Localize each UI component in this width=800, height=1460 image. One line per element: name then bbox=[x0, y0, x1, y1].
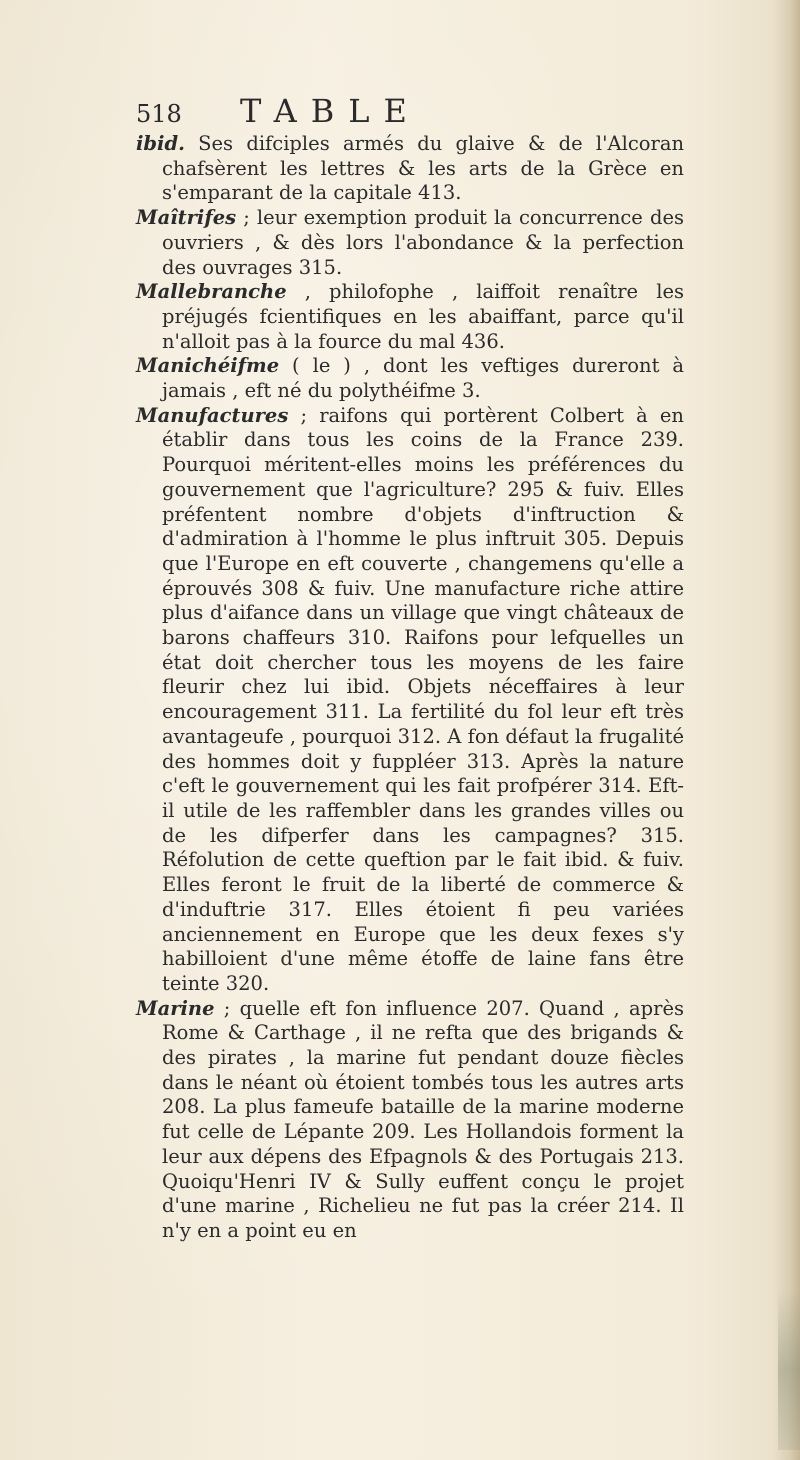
entry-headword: Marine bbox=[136, 996, 215, 1020]
entry-text: Ses difciples armés du glaive & de l'Alcoran chafsèrent les lettres & les arts de la Grèce en s'emparant de la capitale 413. bbox=[162, 132, 684, 205]
index-entry-manicheisme bbox=[136, 354, 684, 403]
entry-text: ( le ) , dont les veftiges dureront à jamais , eft né du polythéifme 3. bbox=[162, 354, 684, 403]
index-entries bbox=[136, 132, 684, 1244]
entry-text: ; quelle eft fon influence 207. Quand , après Rome & Carthage , il ne refta que des brigands & des pirates , la marine fut pendant douze fiècles dans le néant où étoient tombés tous les autres arts 208. La plus fameufe bataille de la marine moderne fut celle de Lépante 209. Les Hollandois forment la leur aux dépens des Efpagnols & des Portugais 213. Quoiqu'Henri IV & Sully euffent conçu le projet d'une marine , Richelieu ne fut pas la créer 214. Il n'y en a point eu en bbox=[162, 996, 684, 1242]
index-entry-marine bbox=[136, 997, 684, 1244]
index-entry-maitrises bbox=[136, 206, 684, 280]
entry-text: ; leur exemption produit la concurrence des ouvriers , & dès lors l'abondance & la perfection des ouvrages 315. bbox=[162, 206, 684, 279]
entry-headword: ibid. bbox=[136, 132, 185, 155]
index-entry-manufactures bbox=[136, 404, 684, 997]
index-entry-mallebranche bbox=[136, 280, 684, 354]
entry-headword: Mallebranche bbox=[136, 280, 287, 304]
running-title: TABLE bbox=[240, 92, 421, 130]
page-edge-stain bbox=[778, 1290, 800, 1450]
entry-headword: Maîtrifes bbox=[136, 206, 237, 230]
entry-headword: Manufactures bbox=[136, 403, 289, 427]
page-edge-shadow bbox=[772, 0, 800, 1460]
entry-text: , philofophe , laiffoit renaître les préjugés fcientifiques en les abaiffant, parce qu'il n'alloit pas à la fource du mal 436. bbox=[162, 280, 684, 353]
page-header bbox=[136, 92, 696, 132]
page-number: 518 bbox=[136, 100, 182, 128]
entry-headword: Manichéifme bbox=[136, 354, 280, 378]
index-entry-ibid bbox=[136, 132, 684, 206]
entry-text: ; raifons qui portèrent Colbert à en établir dans tous les coins de la France 239. Pourquoi méritent-elles moins les préférences du gouvernement que l'agriculture? 295 & fuiv. Elles préfentent nombre d'objets d'inftruction & d'admiration à l'homme le plus inftruit 305. Depuis que l'Europe en eft couverte , changemens qu'elle a éprouvés 308 & fuiv. Une manufacture riche attire plus d'aifance dans un village que vingt châteaux de barons chaffeurs 310. Raifons pour lefquelles un état doit chercher tous les moyens de les faire fleurir chez lui ibid. Objets néceffaires à leur encouragement 311. La fertilité du fol leur eft très avantageufe , pourquoi 312. A fon défaut la frugalité des hommes doit y fuppléer 313. Après la nature c'eft le gouvernement qui les fait profpérer 314. Eft-il utile de les raffembler dans les grandes villes ou de les difperfer dans les campagnes? 315. Réfolution de cette queftion par le fait ibid. & fuiv. Elles feront le fruit de la liberté de commerce & d'induftrie 317. Elles étoient fi peu variées anciennement en Europe que les deux fexes s'y habilloient d'une même étoffe de laine fans être teinte 320. bbox=[162, 403, 684, 995]
